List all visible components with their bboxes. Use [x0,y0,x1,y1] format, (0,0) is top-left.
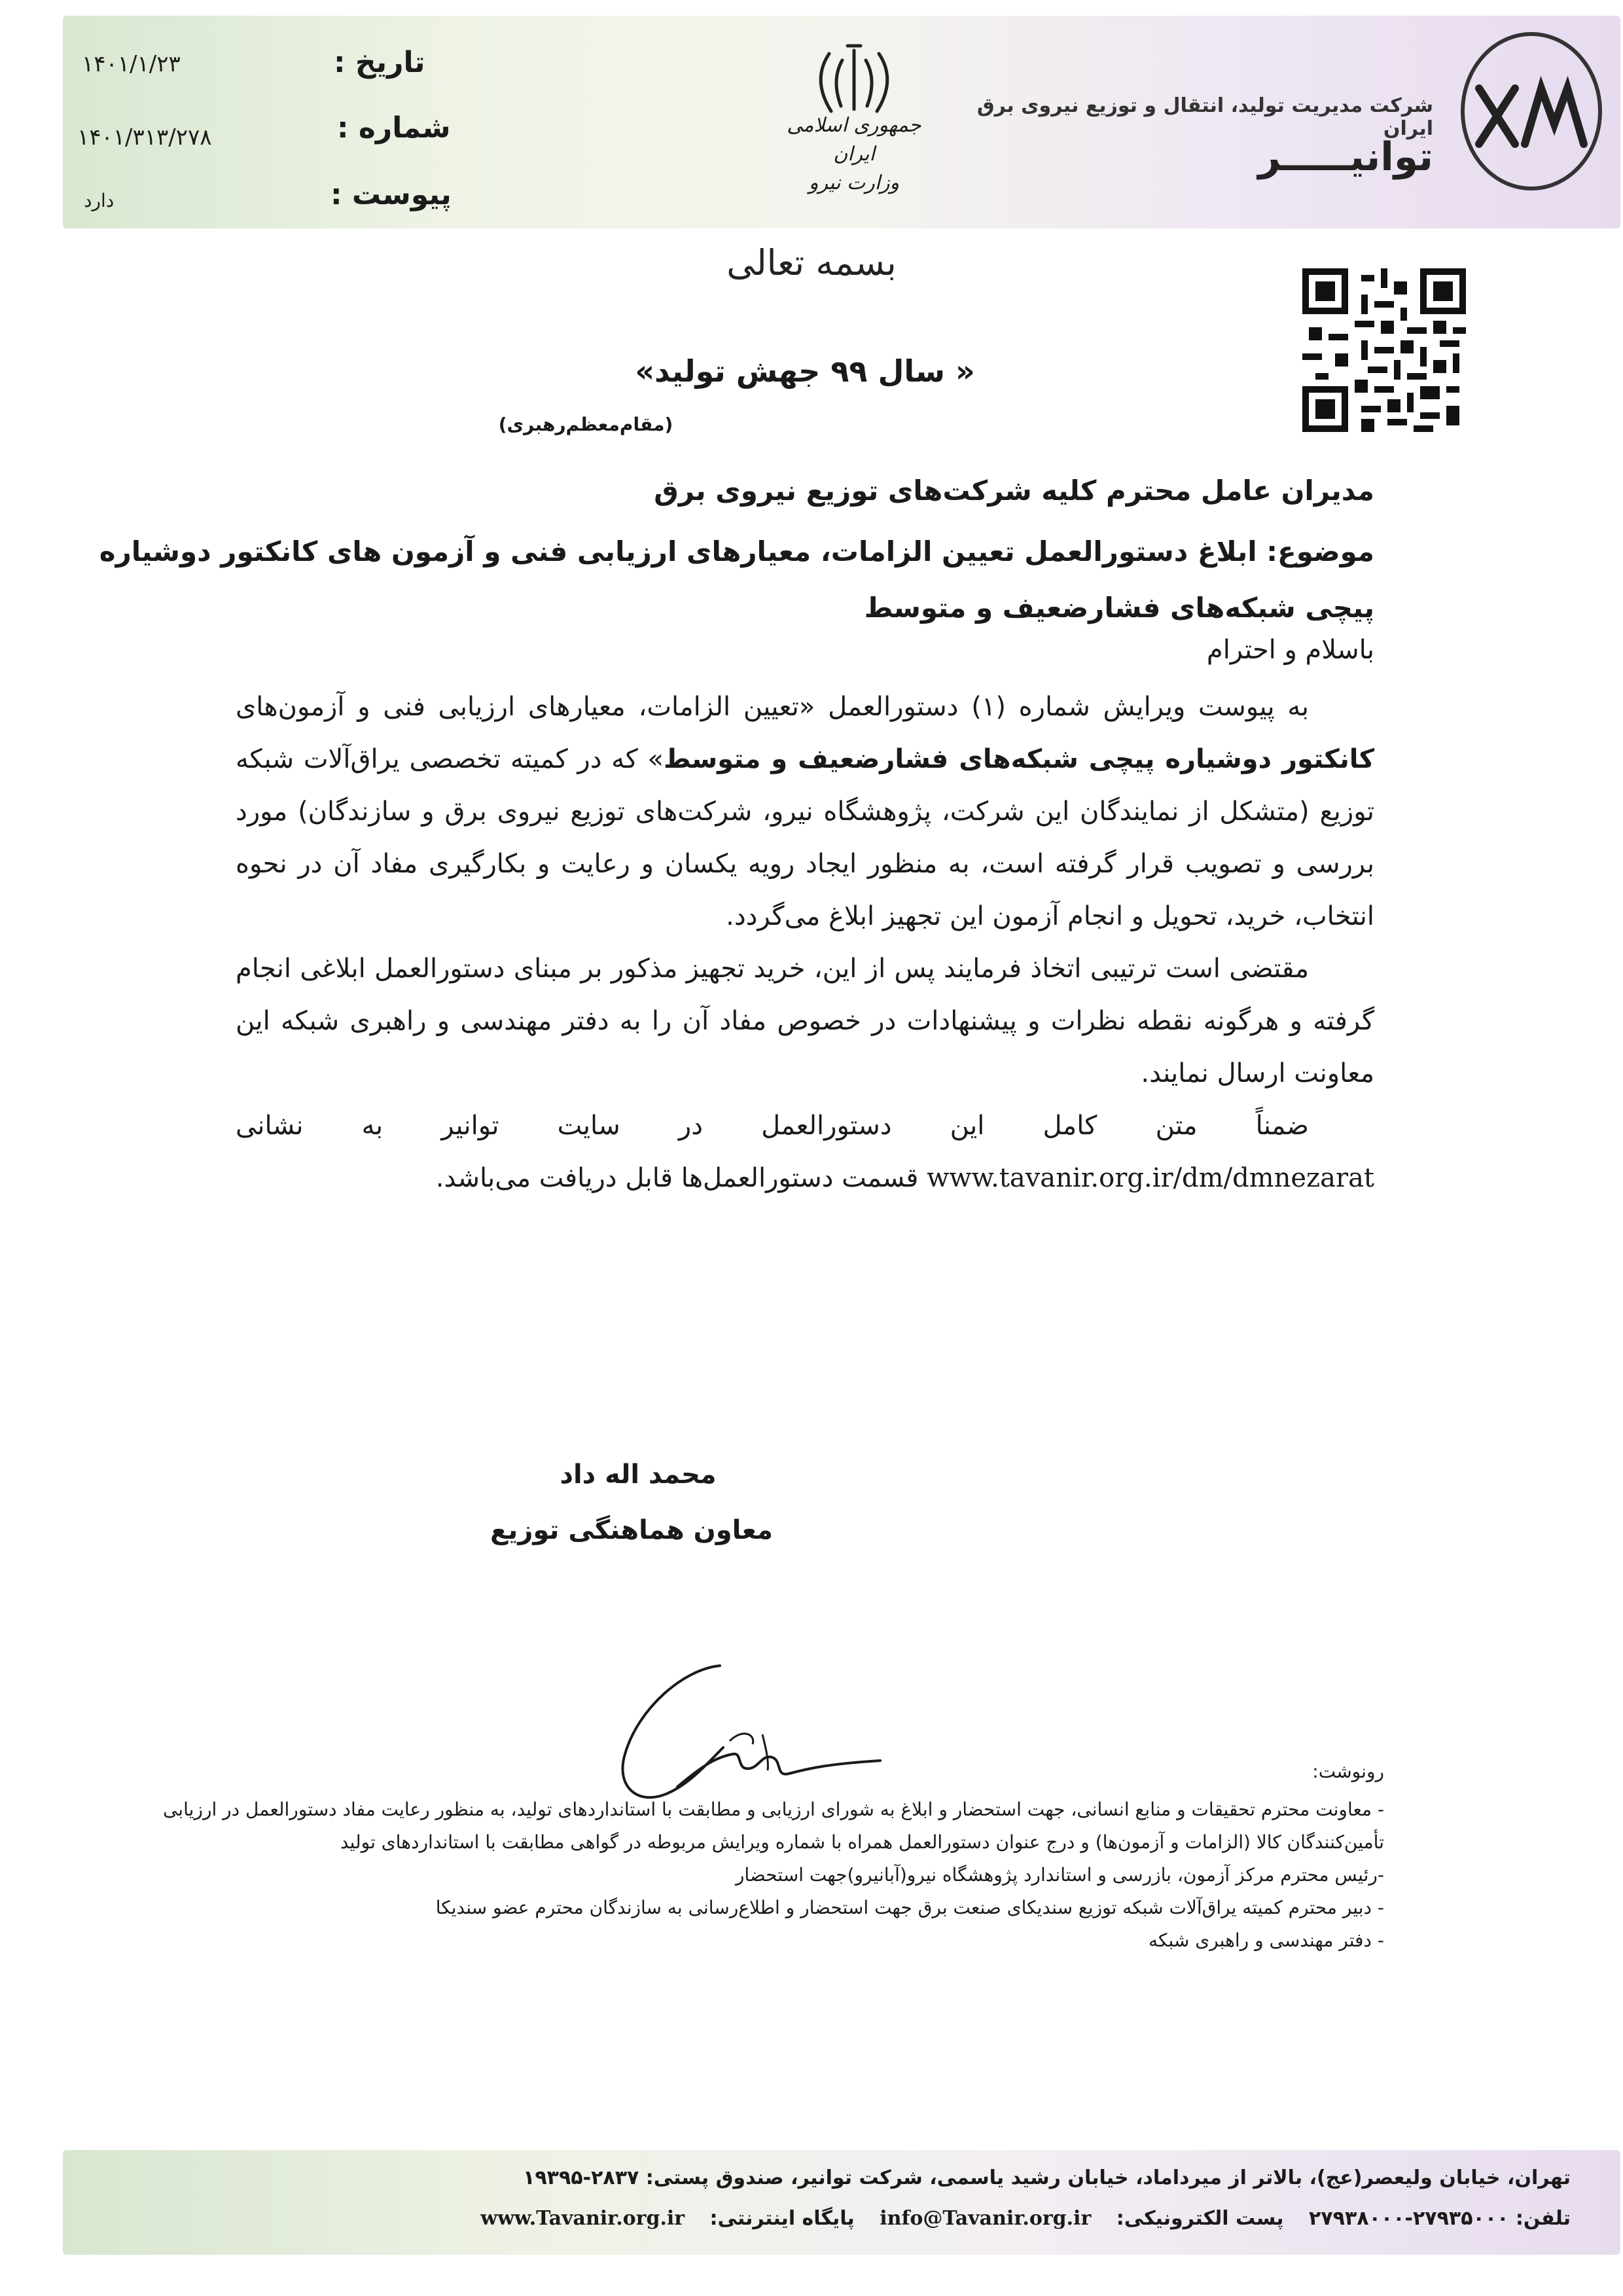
signer-title: معاون هماهنگی توزیع [490,1515,774,1545]
footer-website-label: پایگاه اینترنتی: [709,2207,855,2230]
attachment-label: پیوست : [330,178,452,211]
slogan-credit: (مقام‌معظم‌رهبری) [498,414,673,435]
date-label: تاریخ : [334,46,425,79]
addressee: مدیران عامل محترم کلیه شرکت‌های توزیع نیروی برق [654,475,1374,507]
para1-text-a: به پیوست ویرایش شماره (۱) دستورالعمل «تعیین الزامات، معیارهای ارزیابی فنی و آزمون‌های [236,692,1309,722]
emblem-caption [766,111,942,198]
footer-email-link[interactable]: info@Tavanir.org.ir [880,2207,1092,2230]
emblem-line-2: وزارت نیرو [808,171,900,194]
number-label: شماره : [337,111,451,145]
basmala: بسمه تعالی [726,242,897,283]
cc-item: - معاونت محترم تحقیقات و منابع انسانی، جهت استحضار و ابلاغ به شورای ارزیابی و مطابقت با استانداردهای تولید، به منظور رعایت مفاد دستورالعمل در ارزیابی تأمین‌کنندگان کالا (الزامات و آزمون‌ها) و درج عنوان دستورالعمل همراه با شماره ویرایش مربوطه در گواهی مطابقت با استانداردهای تولید [162,1799,1384,1853]
para1-text-b: » که در کمیته تخصصی یراق‌آلات شبکه توزیع (متشکل از نمایندگان این شرکت، پژوهشگاه نیرو، شرکت‌های توزیع نیروی برق و سازندگان) مورد بررسی و تصویب قرار گرفته است، به منظور ایجاد رویه یکسان و رعایت و بکارگیری مفاد آن در نحوه انتخاب، خرید، تحویل و انجام آزمون این تجهیز ابلاغ می‌گردد. [236,744,1374,931]
cc-item: -رئیس محترم مرکز آزمون، بازرسی و استاندارد پژوهشگاه نیرو(آبانیرو)جهت استحضار [735,1864,1384,1886]
year-slogan: « سال ۹۹ جهش تولید» [635,353,975,389]
cc-item: - دفتر مهندسی و راهبری شبکه [1149,1929,1384,1951]
greeting: باسلام و احترام [1206,635,1374,665]
letter-body [236,681,1374,1204]
qr-code-icon [1302,268,1466,432]
number-value: ۱۴۰۱/۳۱۳/۲۷۸ [77,124,212,151]
footer-phone: تلفن: ۲۷۹۳۵۰۰۰-۲۷۹۳۸۰۰۰ [1309,2207,1571,2230]
para3-text-b: قسمت دستورالعمل‌ها قابل دریافت می‌باشد. [435,1163,927,1193]
body-paragraph-3 [236,1100,1374,1204]
para3-text-a: ضمناً متن کامل این دستورالعمل در سایت توانیر به نشانی [236,1111,1309,1141]
body-paragraph-1 [236,681,1374,942]
company-short-name: توانیـــــر [1258,134,1433,180]
cc-list [62,1793,1384,1957]
company-full-name: شرکت مدیریت تولید، انتقال و توزیع نیروی برق ایران [976,94,1433,140]
footer-address: تهران، خیابان ولیعصر(عج)، بالاتر از میرداماد، خیابان رشید یاسمی، شرکت توانیر، صندوق پستی: ۲۸۳۷-۱۹۳۹۵ [523,2166,1571,2189]
footer-contact [131,2207,1571,2230]
emblem-line-1: جمهوری اسلامی ایران [787,114,921,166]
footer-website-link[interactable]: www.Tavanir.org.ir [480,2207,685,2230]
cc-item: - دبیر محترم کمیته یراق‌آلات شبکه توزیع سندیکای صنعت برق جهت استحضار و اطلاع‌رسانی به سازندگان محترم عضو سندیکا [435,1897,1384,1918]
attachment-value: دارد [84,190,115,211]
footer-email-label: پست الکترونیکی: [1116,2207,1284,2230]
instructions-url-link[interactable]: www.tavanir.org.ir/dm/dmnezarat [927,1163,1374,1193]
para1-bold-text: کانکتور دوشیاره پیچی شبکه‌های فشارضعیف و متوسط [664,744,1374,774]
footer-band [63,2150,1620,2255]
signer-name: محمد اله داد [560,1460,717,1490]
date-value: ۱۴۰۱/۱/۲۳ [82,51,181,77]
cc-heading: رونوشت: [1312,1761,1384,1782]
subject-line: موضوع: ابلاغ دستورالعمل تعیین الزامات، معیارهای ارزیابی فنی و آزمون های کانکتور دوشیاره پیچی شبکه‌های فشارضعیف و متوسط [99,535,1374,624]
tavanir-logo-icon [1456,26,1607,196]
body-paragraph-2: مقتضی است ترتیبی اتخاذ فرمایند پس از این، خرید تجهیز مذکور بر مبنای دستورالعمل ابلاغی انجام گرفته و هرگونه نقطه نظرات و پیشنهادات در خصوص مفاد آن را به دفتر مهندسی و راهبری شبکه این معاونت ارسال نمایند. [236,954,1374,1088]
